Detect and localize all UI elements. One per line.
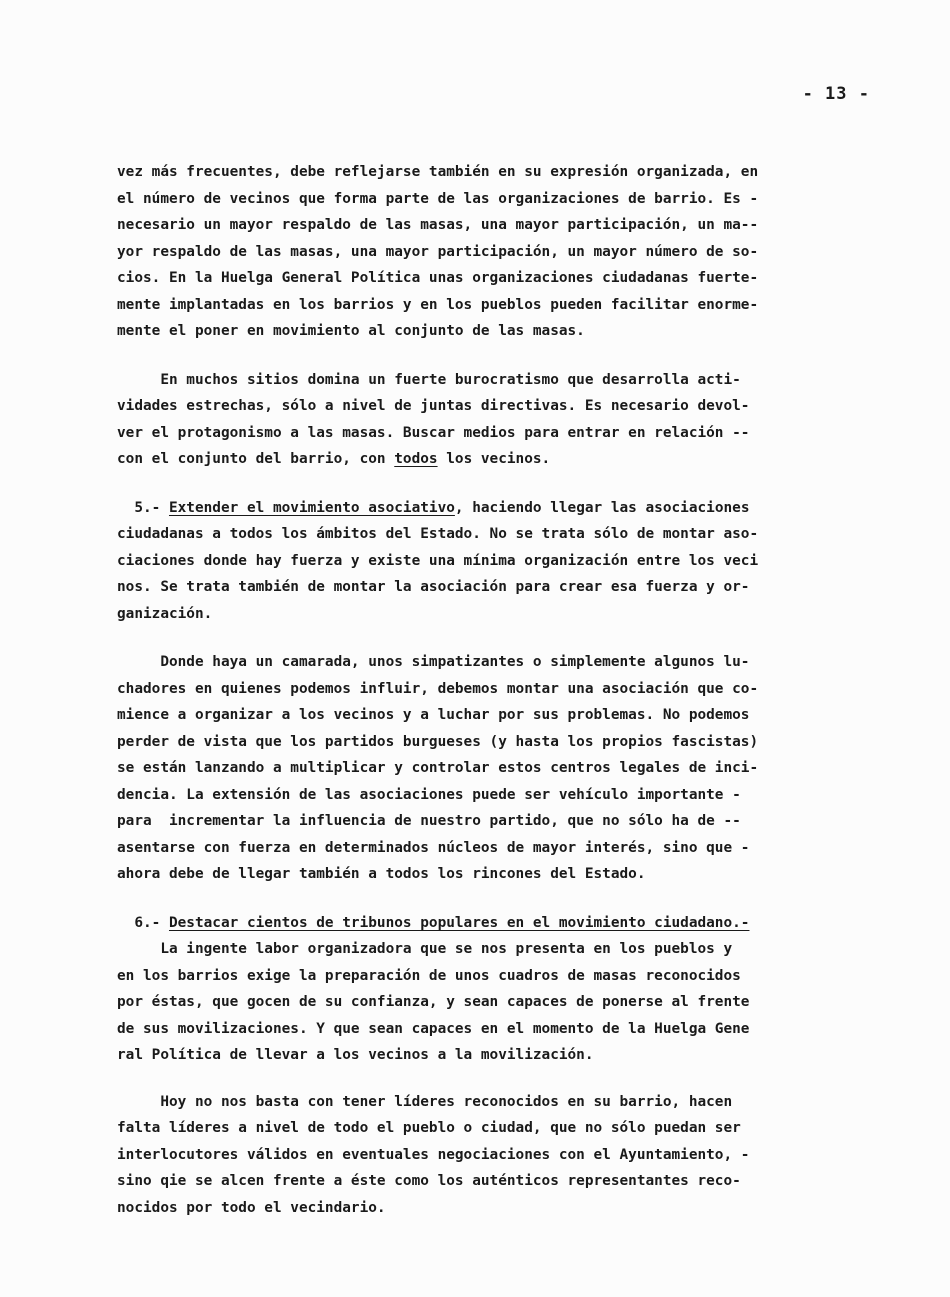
text-segment: Hoy no nos basta con tener líderes reconocidos en su barrio, hacen: [117, 1093, 733, 1110]
text-line: [117, 159, 837, 186]
text-line: [117, 782, 837, 809]
text-segment: ral Política de llevar a los vecinos a la movilización.: [117, 1047, 594, 1063]
text-line: [117, 574, 837, 601]
paragraph-p3: [117, 495, 837, 628]
text-line: [117, 548, 837, 575]
text-line: [117, 649, 837, 676]
text-segment: cios. En la Huelga General Política unas organizaciones ciudadanas fuerte-: [117, 270, 759, 286]
text-segment: asentarse con fuerza en determinados núcleos de mayor interés, sino que -: [117, 839, 750, 856]
text-segment: por éstas, que gocen de su confianza, y sean capaces de ponerse al frente: [117, 994, 750, 1010]
text-line: [117, 601, 837, 628]
paragraph-p5: [117, 910, 837, 1069]
text-line: [117, 1142, 837, 1169]
text-segment: yor respaldo de las masas, una mayor participación, un mayor número de so-: [117, 243, 759, 260]
text-line: [117, 1115, 837, 1142]
text-segment: ganización.: [117, 605, 213, 622]
text-segment: vez más frecuentes, debe reflejarse también en su expresión organizada, en: [117, 164, 759, 180]
paragraph-gap: [117, 627, 837, 649]
paragraph-p4: [117, 649, 837, 888]
text-segment: necesario un mayor respaldo de las masas, una mayor participación, un ma--: [117, 217, 759, 233]
underlined-text: Extender el movimiento asociativo: [168, 499, 455, 516]
text-segment: sino qie se alcen frente a éste como los auténticos representantes reco-: [117, 1173, 741, 1189]
text-segment: perder de vista que los partidos burgueses (y hasta los propios fascistas): [117, 733, 759, 750]
text-segment: La ingente labor organizadora que se nos presenta en los pueblos y: [117, 941, 733, 957]
text-segment: ciudadanas a todos los ámbitos del Estado. No se trata sólo de montar aso-: [117, 526, 759, 542]
text-line: [117, 861, 837, 888]
text-line: [117, 1168, 837, 1195]
paragraph-gap: [117, 345, 837, 367]
text-segment: ver el protagonismo a las masas. Buscar medios para entrar en relación --: [117, 424, 750, 441]
paragraph-p2: [117, 367, 837, 473]
text-segment: con el conjunto del barrio, con: [117, 451, 395, 467]
text-line: [117, 521, 837, 548]
text-segment: de sus movilizaciones. Y que sean capaces en el momento de la Huelga Gene: [117, 1020, 750, 1037]
text-segment: 5.-: [117, 499, 169, 516]
paragraph-gap: [117, 473, 837, 495]
paragraph-gap: [117, 1069, 837, 1089]
text-line: [117, 936, 837, 963]
text-segment: mente el poner en movimiento al conjunto de las masas.: [117, 323, 585, 339]
text-segment: para incrementar la influencia de nuestro partido, que no sólo ha de --: [117, 813, 741, 829]
text-line: [117, 835, 837, 862]
text-line: [117, 393, 837, 420]
text-line: [117, 910, 837, 937]
text-line: [117, 265, 837, 292]
paragraph-gap: [117, 888, 837, 910]
text-line: [117, 292, 837, 319]
text-segment: nocidos por todo el vecindario.: [117, 1199, 386, 1216]
text-line: [117, 367, 837, 394]
text-line: [117, 420, 837, 447]
page-number: - 13 -: [802, 84, 870, 104]
text-line: [117, 1195, 837, 1222]
text-segment: vidades estrechas, sólo a nivel de juntas directivas. Es necesario devol-: [117, 398, 750, 414]
text-segment: mente implantadas en los barrios y en los pueblos pueden facilitar enorme-: [117, 296, 759, 313]
text-line: [117, 239, 837, 266]
text-line: [117, 808, 837, 835]
text-segment: ciaciones donde hay fuerza y existe una mínima organización entre los veci: [117, 552, 759, 569]
text-segment: ahora debe de llegar también a todos los rincones del Estado.: [117, 866, 646, 882]
text-segment: interlocutores válidos en eventuales negociaciones con el Ayuntamiento, -: [117, 1146, 750, 1163]
text-segment: Donde haya un camarada, unos simpatizantes o simplemente algunos lu-: [117, 654, 750, 670]
paragraph-p6: [117, 1089, 837, 1222]
text-line: [117, 729, 837, 756]
text-segment: el número de vecinos que forma parte de las organizaciones de barrio. Es -: [117, 190, 759, 207]
text-line: [117, 755, 837, 782]
text-line: [117, 212, 837, 239]
text-line: [117, 446, 837, 473]
document-body: [117, 159, 837, 1221]
text-segment: dencia. La extensión de las asociaciones puede ser vehículo importante -: [117, 786, 741, 803]
underlined-text: todos: [394, 451, 438, 467]
text-line: [117, 1042, 837, 1069]
paragraph-p1: [117, 159, 837, 345]
text-line: [117, 495, 837, 522]
text-line: [117, 1089, 837, 1116]
text-line: [117, 989, 837, 1016]
text-segment: , haciendo llegar las asociaciones: [454, 499, 750, 516]
text-segment: los vecinos.: [437, 451, 551, 467]
text-line: [117, 963, 837, 990]
text-segment: nos. Se trata también de montar la asociación para crear esa fuerza y or-: [117, 579, 750, 595]
text-line: [117, 1016, 837, 1043]
text-segment: falta líderes a nivel de todo el pueblo o ciudad, que no sólo puedan ser: [117, 1120, 741, 1136]
text-line: [117, 186, 837, 213]
text-line: [117, 676, 837, 703]
text-line: [117, 318, 837, 345]
text-segment: mience a organizar a los vecinos y a luchar por sus problemas. No podemos: [117, 707, 750, 723]
text-segment: se están lanzando a multiplicar y controlar estos centros legales de inci-: [117, 760, 759, 776]
text-segment: en los barrios exige la preparación de unos cuadros de masas reconocidos: [117, 967, 741, 984]
text-segment: En muchos sitios domina un fuerte burocratismo que desarrolla acti-: [117, 371, 741, 388]
text-segment: chadores en quienes podemos influir, debemos montar una asociación que co-: [117, 680, 759, 697]
text-line: [117, 702, 837, 729]
underlined-text: Destacar cientos de tribunos populares en el movimiento ciudadano.-: [168, 914, 750, 931]
text-segment: 6.-: [117, 914, 169, 931]
